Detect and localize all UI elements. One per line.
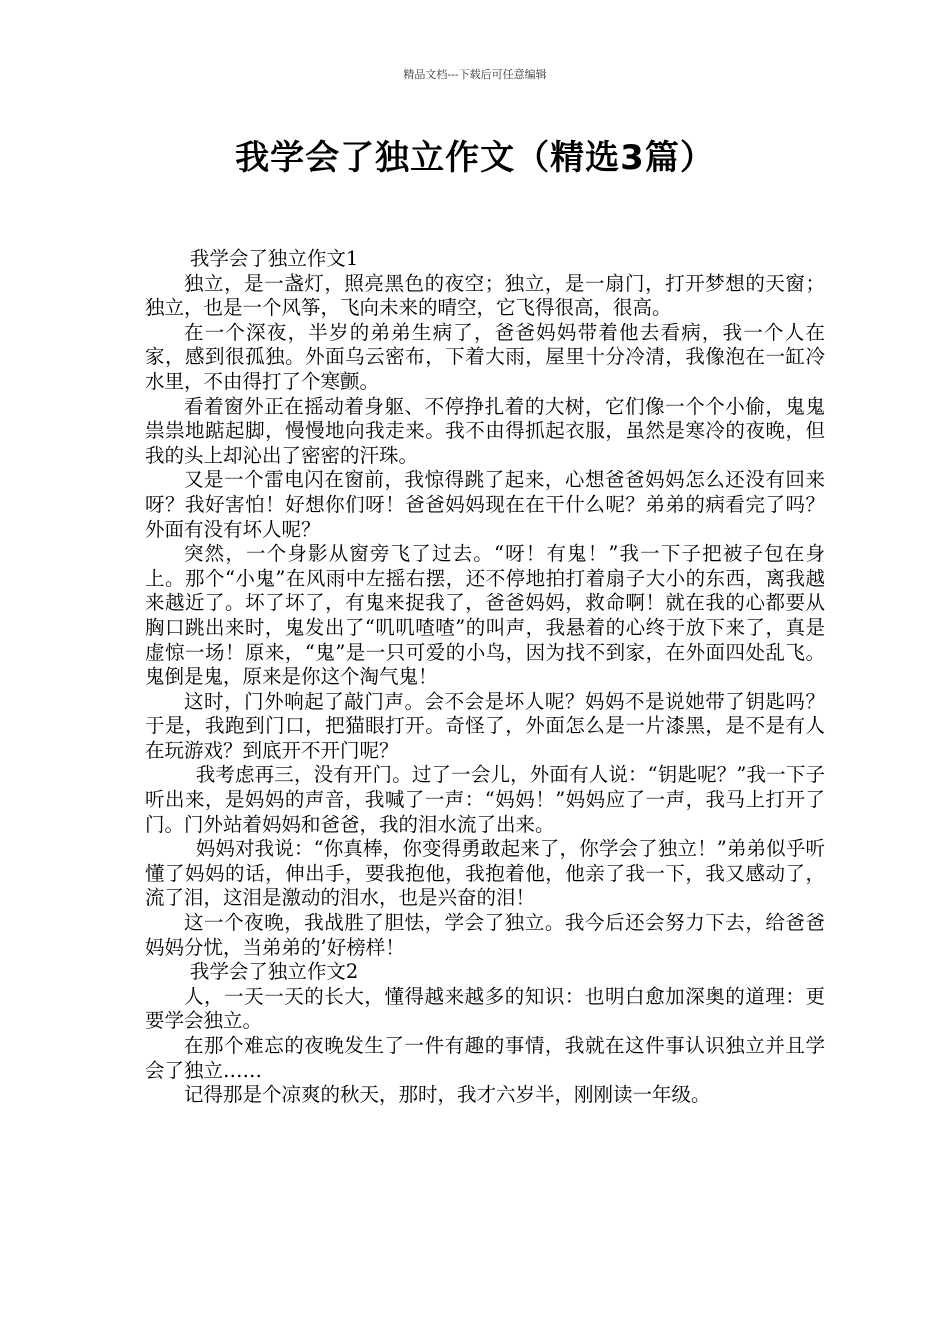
section-heading-1: 我学会了独立作文1 (189, 247, 359, 270)
paragraph: 这一个夜晚，我战胜了胆怯，学会了独立。我今后还会努力下去，给爸爸妈妈分忧，当弟弟的’好榜样！ (145, 911, 825, 959)
paragraph: 妈妈对我说：“你真棒，你变得勇敢起来了，你学会了独立！”弟弟似乎听懂了妈妈的话，伸出手，要我抱他，我抱着他，他亲了我一下，我又感动了，流了泪，这泪是激动的泪水，也是兴奋的泪！ (145, 837, 825, 910)
document-body (145, 247, 825, 1108)
paragraph: 在那个难忘的夜晚发生了一件有趣的事情，我就在这件事认识独立并且学会了独立…… (145, 1034, 825, 1082)
paragraph: 又是一个雷电闪在窗前，我惊得跳了起来，心想爸爸妈妈怎么还没有回来呀？我好害怕！好想你们呀！爸爸妈妈现在在干什么呢？弟弟的病看完了吗？外面有没有坏人呢？ (145, 468, 825, 541)
header-note: 精品文档---下载后可任意编辑 (403, 68, 547, 81)
section-heading-2: 我学会了独立作文2 (189, 960, 359, 984)
paragraph: 独立，是一盏灯，照亮黑色的夜空；独立，是一扇门，打开梦想的天窗；独立，也是一个风筝，飞向未来的晴空，它飞得很高，很高。 (145, 271, 825, 320)
paragraph: 看着窗外正在摇动着身躯、不停挣扎着的大树，它们像一个个小偷，鬼鬼祟祟地踮起脚，慢慢地向我走来。我不由得抓起衣服，虽然是寒冷的夜晚，但我的头上却沁出了密密的汗珠。 (145, 394, 825, 467)
paragraph: 突然，一个身影从窗旁飞了过去。“呀！有鬼！”我一下子把被子包在身上。那个“小鬼”在风雨中左摇右摆，还不停地拍打着扇子大小的东西，离我越来越近了。坏了坏了，有鬼来捉我了，爸爸妈妈，救命啊！就在我的心都要从胸口跳出来时，鬼发出了“叽叽喳喳”的叫声，我悬着的心终于放下来了，真是虚惊一场！原来，“鬼”是一只可爱的小鸟，因为找不到家，在外面四处乱飞。鬼倒是鬼，原来是你这个淘气鬼！ (145, 542, 825, 689)
paragraph: 人，一天一天的长大，懂得越来越多的知识：也明白愈加深奥的道理：更要学会独立。 (145, 984, 825, 1033)
paragraph: 在一个深夜，半岁的弟弟生病了，爸爸妈妈带着他去看病，我一个人在家，感到很孤独。外面乌云密布，下着大雨，屋里十分冷清，我像泡在一缸冷水里，不由得打了个寒颤。 (145, 320, 825, 393)
paragraph: 这时，门外响起了敲门声。会不会是坏人呢？妈妈不是说她带了钥匙吗？于是，我跑到门口，把猫眼打开。奇怪了，外面怎么是一片漆黑，是不是有人在玩游戏？到底开不开门呢？ (145, 689, 825, 762)
paragraph: 记得那是个凉爽的秋天，那时，我才六岁半，刚刚读一年级。 (184, 1083, 711, 1107)
document-title: 我学会了独立作文（精选3篇） (235, 138, 715, 178)
paragraph: 我考虑再三，没有开门。过了一会儿，外面有人说：“钥匙呢？”我一下子听出来，是妈妈的声音，我喊了一声：“妈妈！”妈妈应了一声，我马上打开了门。门外站着妈妈和爸爸，我的泪水流了出来。 (145, 763, 825, 836)
